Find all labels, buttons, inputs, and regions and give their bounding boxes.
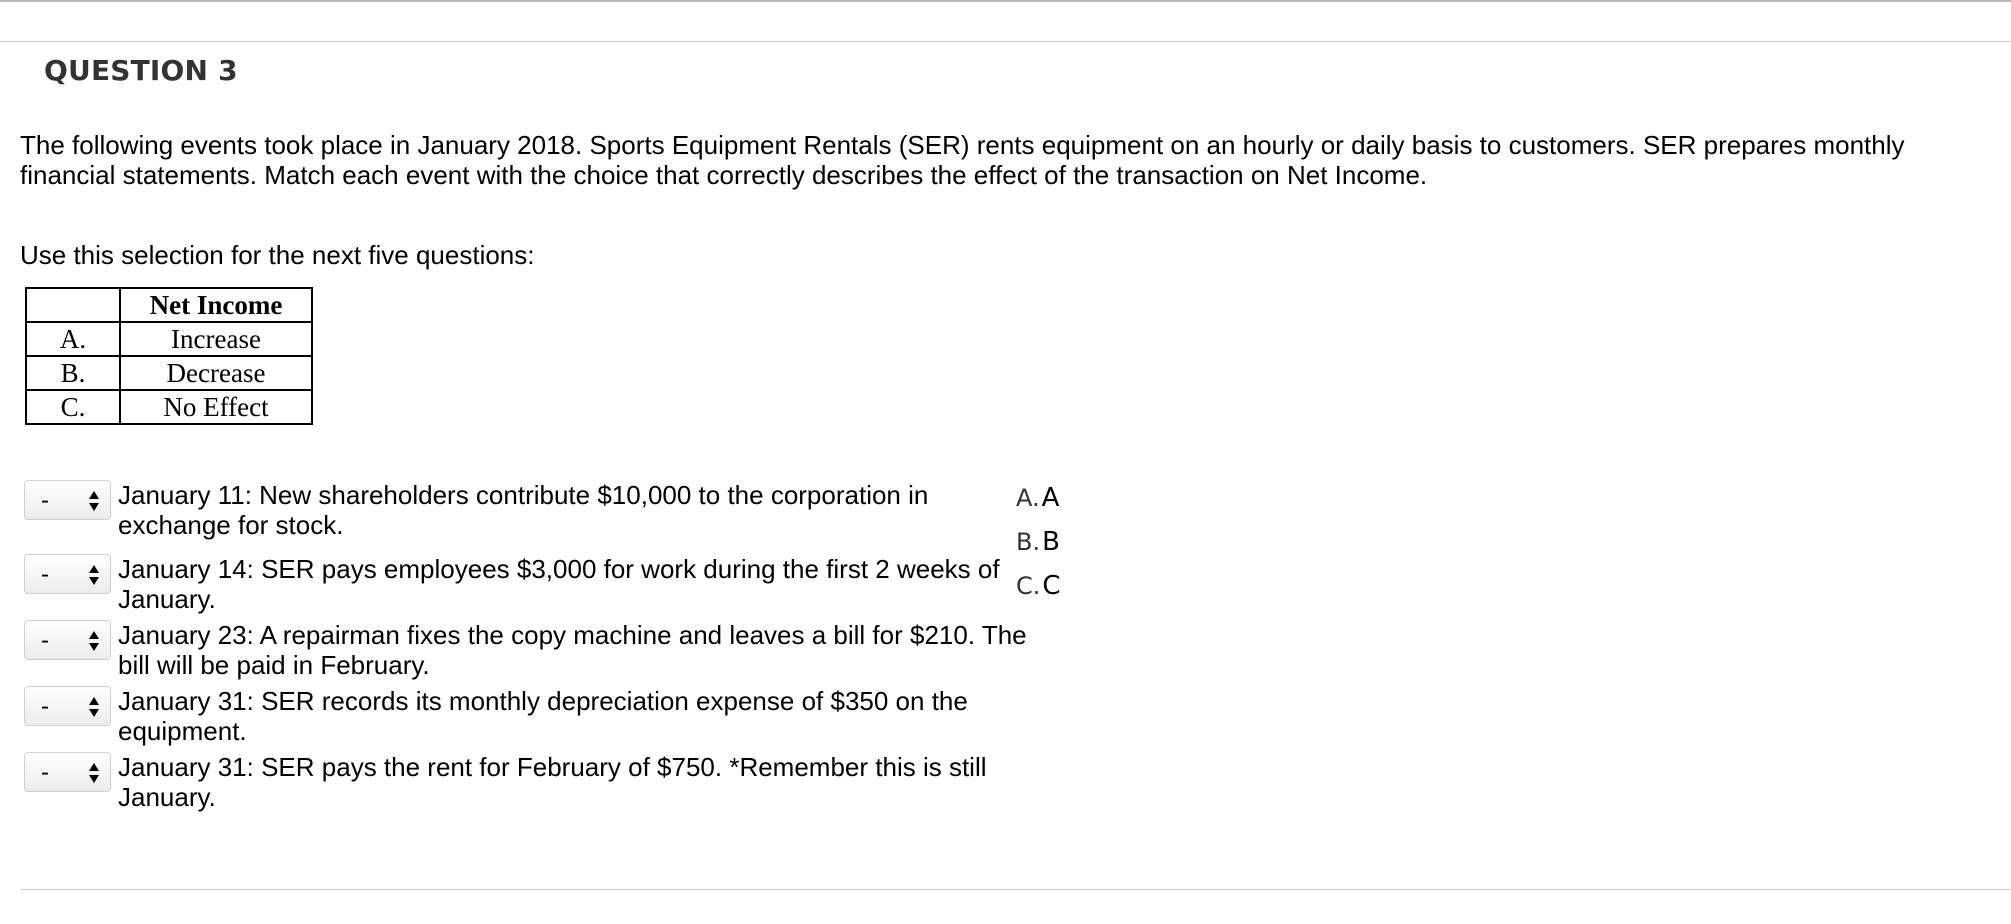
updown-arrows-icon: [87, 488, 101, 514]
bottom-divider: [20, 889, 2011, 890]
select-value: -: [41, 759, 49, 786]
choice-letter: A.: [1016, 484, 1040, 512]
choice-text: C: [1042, 571, 1061, 601]
item-text: January 23: A repairman fixes the copy machine and leaves a bill for $210. The bill will be paid in February.: [118, 620, 1027, 680]
table-row: [26, 390, 312, 424]
answer-choice: [1016, 570, 1061, 601]
answer-select[interactable]: [24, 752, 111, 792]
question-title: QUESTION 3: [44, 54, 238, 87]
answer-select[interactable]: [24, 480, 111, 520]
select-value: -: [41, 627, 49, 654]
table-header-cell: Net Income: [120, 288, 312, 322]
updown-arrows-icon: [87, 628, 101, 654]
answer-select[interactable]: [24, 620, 111, 660]
selection-instruction: Use this selection for the next five questions:: [20, 240, 535, 270]
item-text: January 11: New shareholders contribute $10,000 to the corporation in exchange for stock.: [118, 480, 929, 540]
table-header-row: [26, 288, 312, 322]
question-prompt: The following events took place in January 2018. Sports Equipment Rentals (SER) rents equipment on an hourly or daily basis to customers. SER prepares monthly financial statements. Match each event with the choice that correctly describes the effect of the transaction on Net Income.: [20, 130, 1905, 190]
item-text: January 31: SER pays the rent for February of $750. *Remember this is still January.: [118, 752, 987, 812]
choice-letter: B.: [1016, 528, 1041, 556]
table-cell-letter: B.: [26, 356, 120, 390]
answer-select[interactable]: [24, 686, 111, 726]
table-cell-effect: Increase: [120, 322, 312, 356]
answer-select[interactable]: [24, 554, 111, 594]
answer-choice: [1016, 482, 1059, 513]
table-cell-effect: No Effect: [120, 390, 312, 424]
select-value: -: [41, 487, 49, 514]
table-cell-letter: C.: [26, 390, 120, 424]
updown-arrows-icon: [87, 562, 101, 588]
table-row: [26, 322, 312, 356]
table-cell-letter: A.: [26, 322, 120, 356]
header-divider: [0, 41, 2011, 42]
select-value: -: [41, 561, 49, 588]
item-text: January 31: SER records its monthly depreciation expense of $350 on the equipment.: [118, 686, 968, 746]
choice-text: B: [1042, 527, 1060, 557]
top-divider: [0, 0, 2011, 2]
answer-choice: [1016, 526, 1060, 557]
choice-letter: C.: [1016, 572, 1041, 600]
table-cell-effect: Decrease: [120, 356, 312, 390]
select-value: -: [41, 693, 49, 720]
updown-arrows-icon: [87, 760, 101, 786]
table-header-cell: [26, 288, 120, 322]
item-text: January 14: SER pays employees $3,000 for work during the first 2 weeks of January.: [118, 554, 1000, 614]
table-row: [26, 356, 312, 390]
choice-text: A: [1041, 483, 1060, 513]
updown-arrows-icon: [87, 694, 101, 720]
net-income-table: [25, 287, 313, 425]
